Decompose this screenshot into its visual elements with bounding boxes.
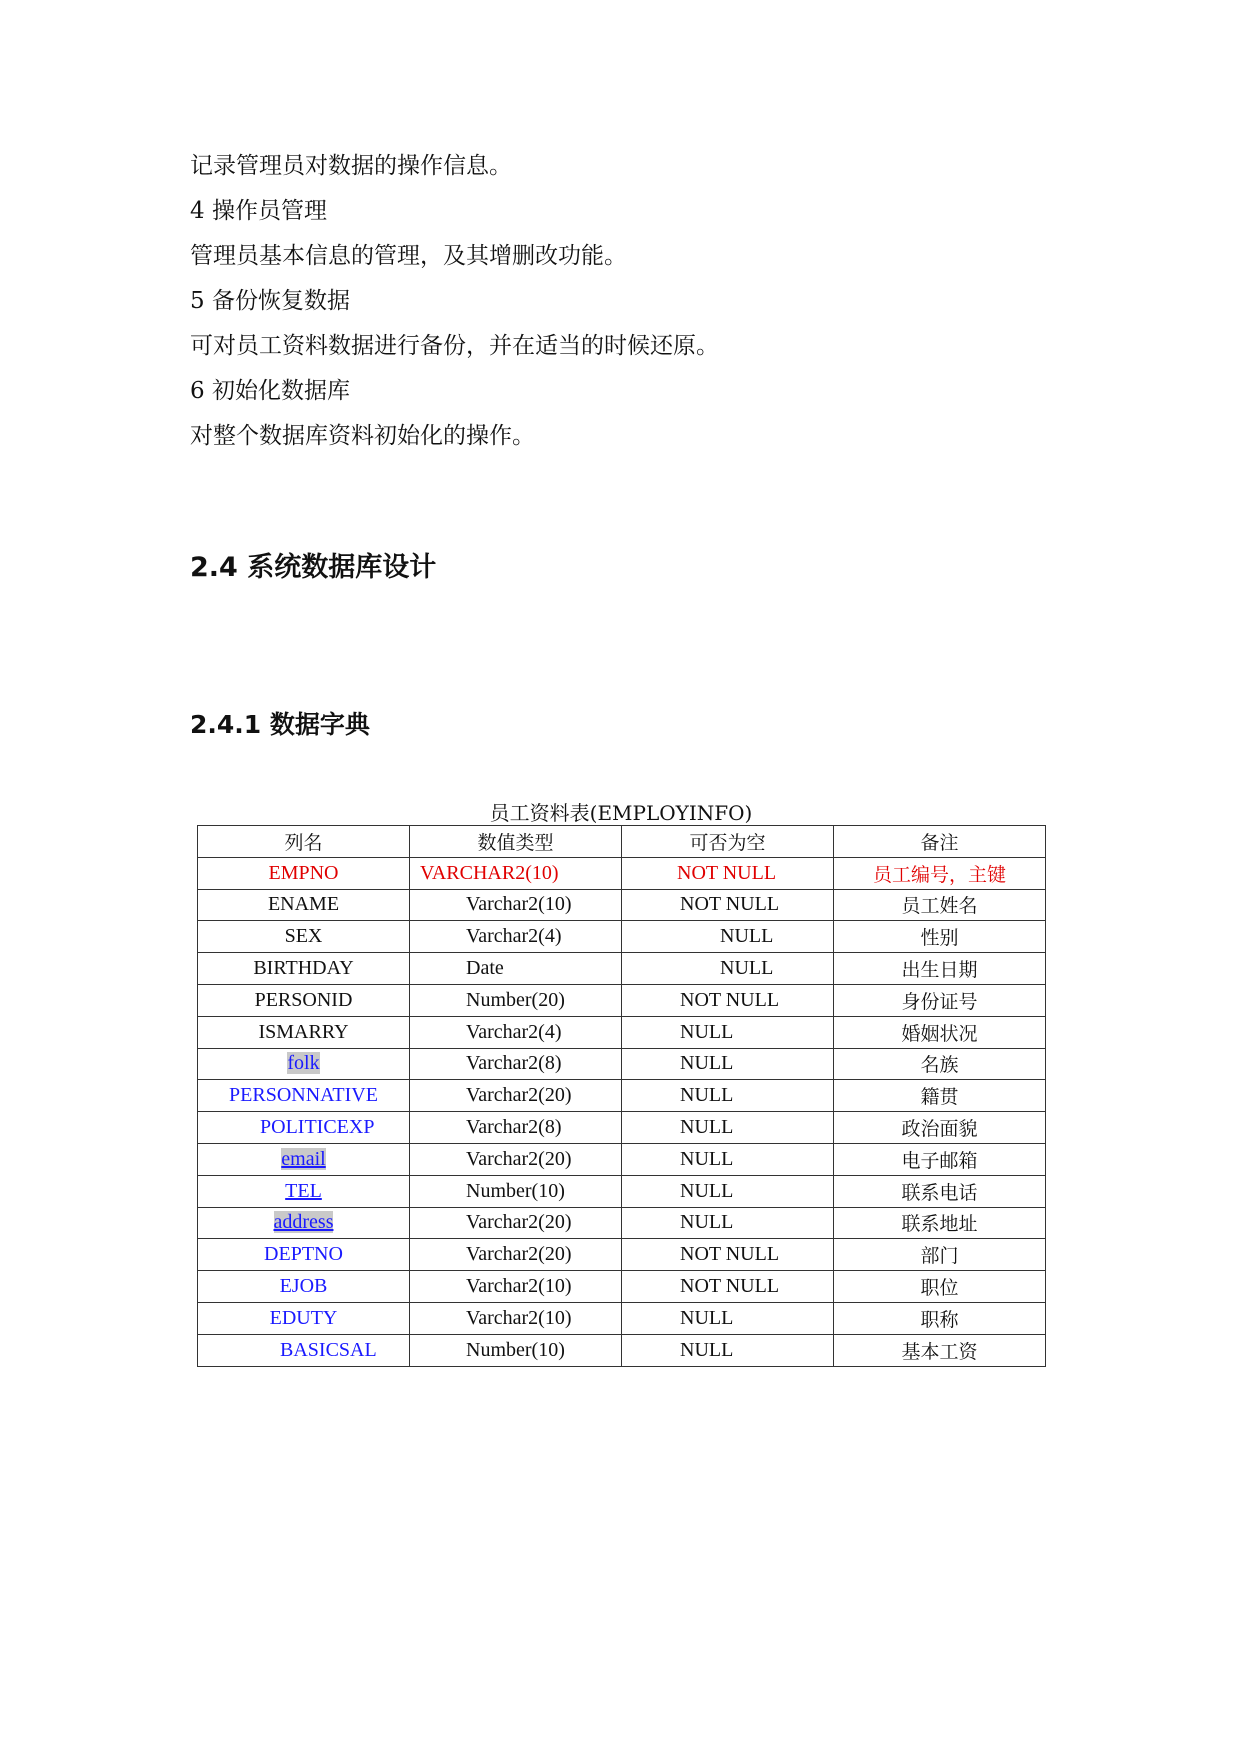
cell-column-name: POLITICEXP [198,1112,410,1144]
cell-nullable: NOT NULL [622,1271,834,1303]
cell-data-type: Varchar2(10) [410,1302,622,1334]
table-header-row [198,826,1046,858]
item-backup-restore: 5 备份恢复数据 [190,288,350,314]
paragraph-backup-restore: 可对员工资料数据进行备份，并在适当的时候还原。 [190,333,719,359]
header-nullable: 可否为空 [622,826,834,858]
table-row [198,1271,1046,1303]
table-row [198,1016,1046,1048]
cell-remark: 出生日期 [834,953,1046,985]
cell-nullable: NULL [622,1016,834,1048]
cell-remark: 员工姓名 [834,889,1046,921]
cell-nullable: NULL [622,1112,834,1144]
cell-remark: 身份证号 [834,984,1046,1016]
cell-column-name: SEX [198,921,410,953]
cell-data-type: Varchar2(20) [410,1080,622,1112]
cell-nullable: NOT NULL [622,889,834,921]
cell-data-type: Varchar2(4) [410,921,622,953]
cell-data-type: Number(20) [410,984,622,1016]
cell-remark: 部门 [834,1239,1046,1271]
cell-nullable: NULL [622,1207,834,1239]
cell-column-name: PERSONID [198,984,410,1016]
cell-remark: 政治面貌 [834,1112,1046,1144]
cell-nullable: NULL [622,1143,834,1175]
cell-data-type: Varchar2(10) [410,889,622,921]
table-caption: 员工资料表(EMPLOYINFO) [489,801,753,825]
cell-column-name: BIRTHDAY [198,953,410,985]
cell-remark: 联系地址 [834,1207,1046,1239]
table-row [198,1080,1046,1112]
cell-column-name: PERSONNATIVE [198,1080,410,1112]
cell-nullable: NOT NULL [622,1239,834,1271]
cell-data-type: VARCHAR2(10) [410,857,622,889]
table-row [198,1112,1046,1144]
cell-column-name: EDUTY [198,1302,410,1334]
item-init-database: 6 初始化数据库 [190,378,350,404]
cell-remark: 电子邮箱 [834,1143,1046,1175]
field-name-highlight: folk [287,1052,320,1075]
cell-column-name [198,1207,410,1239]
paragraph-init-database: 对整个数据库资料初始化的操作。 [190,423,535,449]
item-operator-management: 4 操作员管理 [190,198,327,224]
cell-column-name: ENAME [198,889,410,921]
cell-data-type: Varchar2(20) [410,1143,622,1175]
table-row [198,1175,1046,1207]
cell-data-type: Date [410,953,622,985]
paragraph-operation-log: 记录管理员对数据的操作信息。 [190,153,512,179]
cell-data-type: Varchar2(20) [410,1239,622,1271]
field-name-link[interactable]: email [281,1147,326,1170]
cell-data-type: Number(10) [410,1334,622,1366]
cell-nullable: NOT NULL [622,857,834,889]
cell-nullable: NULL [622,953,834,985]
cell-nullable: NOT NULL [622,984,834,1016]
table-row [198,953,1046,985]
section-heading: 2.4 系统数据库设计 [190,552,437,583]
cell-column-name: DEPTNO [198,1239,410,1271]
cell-nullable: NULL [622,1048,834,1080]
table-row [198,921,1046,953]
cell-nullable: NULL [622,1302,834,1334]
table-row [198,1334,1046,1366]
cell-remark: 籍贯 [834,1080,1046,1112]
cell-data-type: Number(10) [410,1175,622,1207]
paragraph-operator-management: 管理员基本信息的管理，及其增删改功能。 [190,243,627,269]
table-row [198,1048,1046,1080]
cell-remark: 性别 [834,921,1046,953]
cell-column-name [198,1048,410,1080]
table-row [198,1207,1046,1239]
cell-data-type: Varchar2(8) [410,1048,622,1080]
cell-column-name: ISMARRY [198,1016,410,1048]
cell-column-name: EMPNO [198,857,410,889]
table-row [198,1143,1046,1175]
header-column-name: 列名 [198,826,410,858]
table-row [198,857,1046,889]
cell-remark: 名族 [834,1048,1046,1080]
cell-column-name: EJOB [198,1271,410,1303]
header-data-type: 数值类型 [410,826,622,858]
cell-data-type: Varchar2(8) [410,1112,622,1144]
field-name-link[interactable]: TEL [285,1179,322,1202]
table-row [198,889,1046,921]
table-row [198,984,1046,1016]
cell-column-name [198,1143,410,1175]
field-name-link[interactable]: address [273,1211,334,1234]
cell-remark: 职位 [834,1271,1046,1303]
cell-remark: 员工编号，主键 [834,857,1046,889]
cell-remark: 联系电话 [834,1175,1046,1207]
cell-data-type: Varchar2(4) [410,1016,622,1048]
cell-column-name: BASICSAL [198,1334,410,1366]
data-dictionary-table [197,825,1046,1367]
cell-nullable: NULL [622,1080,834,1112]
subsection-heading: 2.4.1 数据字典 [190,710,370,739]
cell-column-name [198,1175,410,1207]
table-row [198,1302,1046,1334]
header-remark: 备注 [834,826,1046,858]
cell-nullable: NULL [622,1175,834,1207]
cell-nullable: NULL [622,1334,834,1366]
cell-nullable: NULL [622,921,834,953]
cell-remark: 婚姻状况 [834,1016,1046,1048]
cell-remark: 职称 [834,1302,1046,1334]
table-row [198,1239,1046,1271]
cell-remark: 基本工资 [834,1334,1046,1366]
cell-data-type: Varchar2(10) [410,1271,622,1303]
cell-data-type: Varchar2(20) [410,1207,622,1239]
